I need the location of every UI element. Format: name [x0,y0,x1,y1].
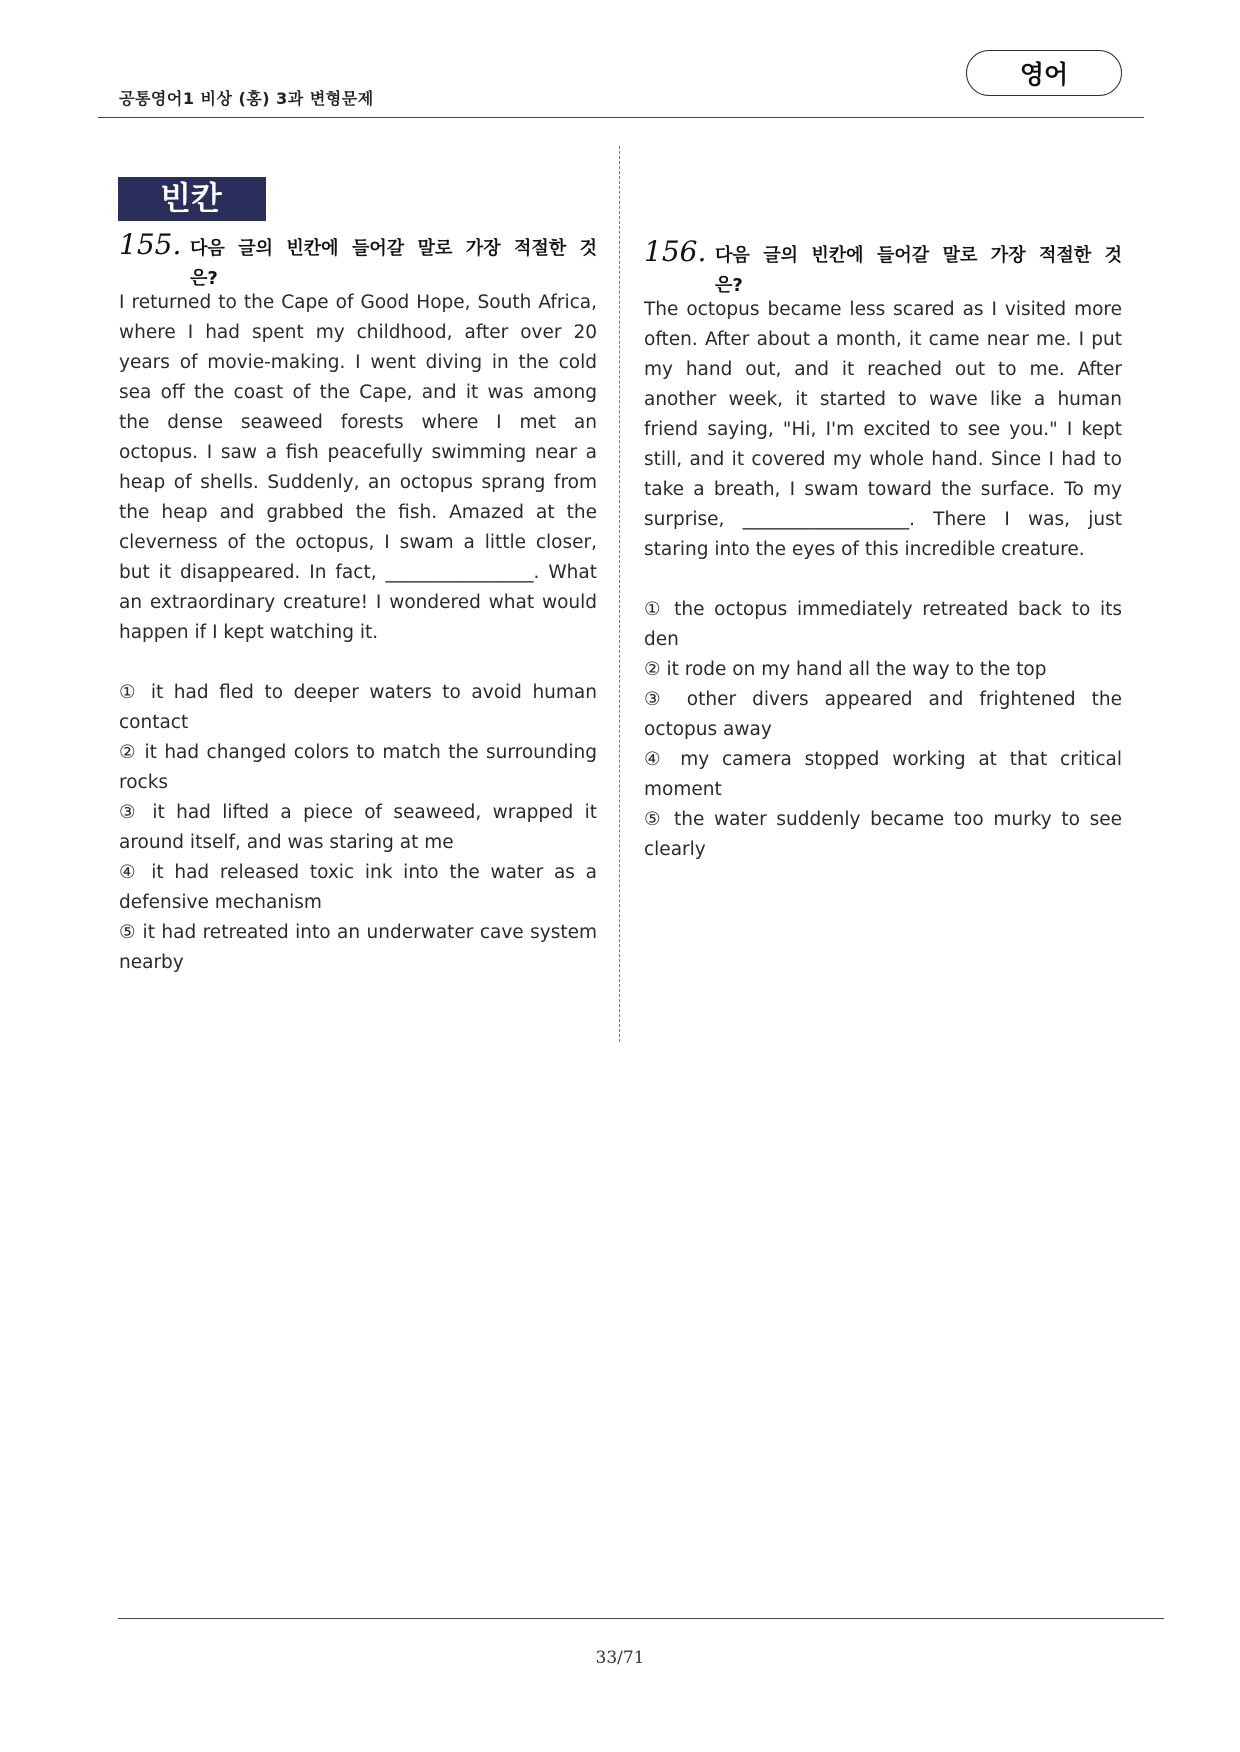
document-title: 공통영어1 비상 (홍) 3과 변형문제 [119,89,374,108]
choice-4[interactable]: ④ my camera stopped working at that critical moment [644,749,1122,800]
passage-text: I returned to the Cape of Good Hope, South Africa, where I had spent my childhood, after over 20 years of movie-making. I went diving in the cold sea off the coast of the Cape, and it was among the dense seaweed forests where I met an octopus. I saw a fish peacefully swimming near a heap of shells. Suddenly, an octopus sprang from the heap and grabbed the fish. Amazed at the cleverness of the octopus, I swam a little closer, but it disappeared. In fact, ________________. What an extraordinary creature! I wondered what would happen if I kept watching it. [119,292,597,643]
question-header [119,228,597,288]
question-prompt-continued: 은? [190,268,218,289]
choice-2[interactable]: ② it had changed colors to match the surrounding rocks [119,742,597,793]
choice-4[interactable]: ④ it had released toxic ink into the water as a defensive mechanism [119,862,597,913]
answer-choices [119,678,597,978]
subject-badge: 영어 [966,50,1122,96]
page-number: 33/71 [595,1648,645,1668]
passage-text: The octopus became less scared as I visited more often. After about a month, it came near me. I put my hand out, and it reached out to me. After another week, it started to wave like a human friend saying, "Hi, I'm excited to see you." I kept still, and it covered my whole hand. Since I had to take a breath, I swam toward the surface. To my surprise, __________________. There I was, just staring into the eyes of this incredible creature. [644,299,1122,560]
question-155 [119,228,597,978]
choice-5[interactable]: ⑤ the water suddenly became too murky to see clearly [644,809,1122,860]
header-divider [98,117,1144,118]
question-header [644,235,1122,295]
choice-1[interactable]: ① the octopus immediately retreated back to its den [644,599,1122,650]
choice-2[interactable]: ② it rode on my hand all the way to the top [644,659,1047,680]
section-label: 빈칸 [118,177,266,221]
choice-3[interactable]: ③ other divers appeared and frightened the octopus away [644,689,1122,740]
footer-divider [118,1618,1164,1619]
question-prompt-continued: 은? [715,275,743,296]
choice-1[interactable]: ① it had fled to deeper waters to avoid human contact [119,682,597,733]
question-prompt: 다음 글의 빈칸에 들어갈 말로 가장 적절한 것 [190,238,597,259]
column-divider [619,146,620,1042]
choice-3[interactable]: ③ it had lifted a piece of seaweed, wrapped it around itself, and was staring at me [119,802,597,853]
question-number: 156. [644,235,707,268]
question-prompt: 다음 글의 빈칸에 들어갈 말로 가장 적절한 것 [715,245,1122,266]
question-156 [644,235,1122,865]
question-number: 155. [119,228,182,261]
answer-choices [644,595,1122,865]
choice-5[interactable]: ⑤ it had retreated into an underwater cave system nearby [119,922,597,973]
